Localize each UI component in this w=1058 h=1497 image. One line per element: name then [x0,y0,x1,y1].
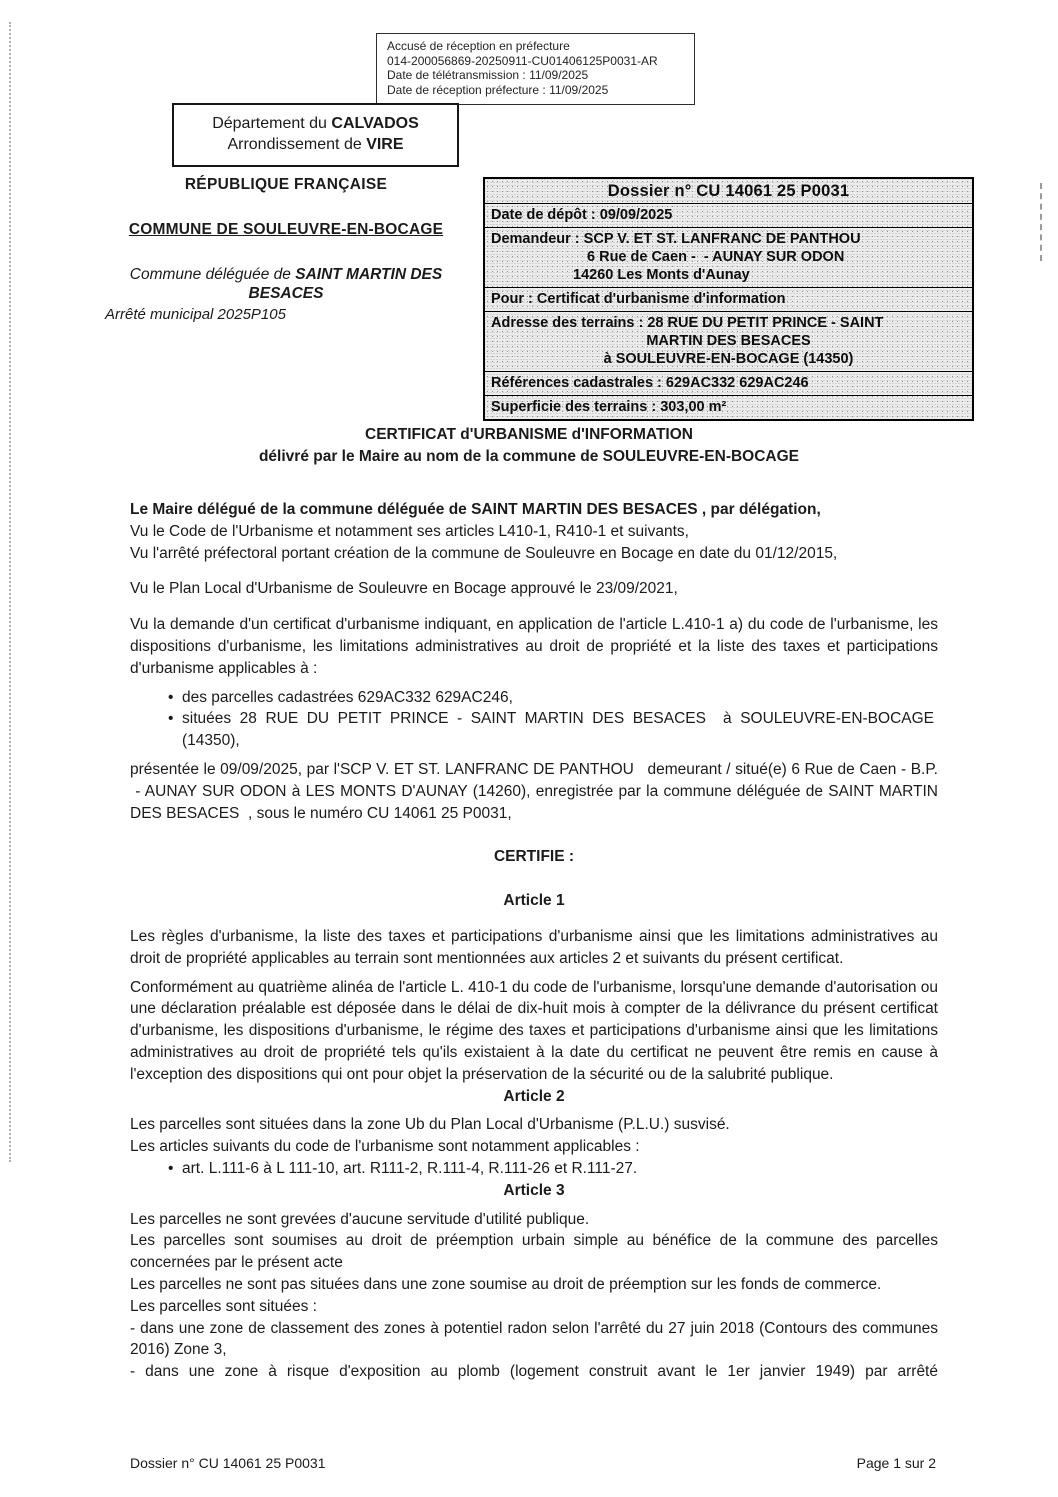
commune-deleguee-name: SAINT MARTIN DES [295,266,443,283]
paragraph-vu-arrete: Vu l'arrêté préfectoral portant création de la commune de Souleuvre en Bocage en date du 01/12/2015, [130,544,838,562]
demandeur-line-1 [491,230,966,248]
republique-title: RÉPUBLIQUE FRANÇAISE [184,176,388,193]
arrete-municipal: Arrêté municipal 2025P105 [105,306,286,323]
scan-artifact-left-margin [9,22,11,1162]
superficie-row [485,395,972,419]
demandeur-name: SCP V. ET ST. LANFRANC DE PANTHOU [583,231,861,247]
list-item-text: situées 28 RUE DU PETIT PRINCE - SAINT MARTIN DES BESACES à SOULEUVRE-EN-BOCAGE (14350), [182,710,934,750]
left-header [100,176,472,323]
paragraph-vu-plu: Vu le Plan Local d'Urbanisme de Souleuvre en Bocage approuvé le 23/09/2021, [130,580,678,598]
adresse-line-1 [491,314,966,332]
heading-article-1: Article 1 [503,892,565,910]
dossier-info-box [483,177,974,421]
bullet-icon: • [168,710,174,728]
paragraph-article3-preemption: Les parcelles sont soumises au droit de préemption urbain simple au bénéfice de la commune des parcelles concernées par le présent acte [130,1232,938,1272]
department-label: Département du [212,115,332,132]
paragraph-article3-situees: Les parcelles sont situées : [130,1297,317,1315]
department-line [178,113,453,134]
paragraph-article1-regles: Les règles d'urbanisme, la liste des taxes et participations d'urbanisme ainsi que les limitations administratives au droit de propriété applicables au terrain sont mentionnées aux articles 2 et suivants du présent certificat. [130,927,938,967]
paragraph-article3-fonds: Les parcelles ne sont pas situées dans une zone soumise au droit de préemption sur les fonds de commerce. [130,1275,882,1293]
heading-article-2: Article 2 [503,1087,565,1105]
paragraph-presentee: présentée le 09/09/2025, par l'SCP V. ET ST. LANFRANC DE PANTHOU demeurant / situé(e) 6 Rue de Caen - B.P. - AUNAY SUR ODON à LES MONTS D'AUNAY (14260), enregistrée par la commune déléguée de SAINT MARTIN DES BESACES , sous le numéro CU 14061 25 P0031, [130,760,938,822]
references-value: 629AC332 629AC246 [665,375,809,391]
bullet-icon: • [168,1159,174,1177]
date-depot-label: Date de dépôt : [491,207,596,223]
paragraph-article2-zone: Les parcelles sont situées dans la zone Ub du Plan Local d'Urbanisme (P.L.U.) susvisé. [130,1116,730,1134]
paragraph-vu-code: Vu le Code de l'Urbanisme et notamment ses articles L410-1, R410-1 et suivants, [130,522,689,540]
document-title-line-2: délivré par le Maire au nom de la commune de SOULEUVRE-EN-BOCAGE [258,448,800,465]
scan-artifact-right-margin [1040,183,1042,261]
commune-title: COMMUNE DE SOULEUVRE-EN-BOCAGE [128,221,444,238]
paragraph-article1-conformement: Conformément au quatrième alinéa de l'article L. 410-1 du code de l'urbanisme, lorsqu'une demande d'autorisation ou une déclaration préalable est déposée dans le délai de dix-huit mois à compter de la délivrance du présent certificat d'urbanisme, les dispositions d'urbanisme, le régime des taxes et participations d'urbanisme ainsi que les limitations administratives au droit de propriété tels qu'ils existaient à la date du certificat ne peuvent être remis en cause à l'exception des dispositions qui ont pour objet la préservation de la sécurité ou de la salubrité publique. [130,978,938,1083]
references-cadastrales-row [485,371,972,395]
paragraph-maire: Le Maire délégué de la commune déléguée de SAINT MARTIN DES BESACES , par délégation, [130,501,821,518]
demandeur-address-1: 6 Rue de Caen - - AUNAY SUR ODON [587,249,845,265]
page-footer [130,1455,936,1471]
paragraph-article2-articles: Les articles suivants du code de l'urbanisme sont notamment applicables : [130,1138,640,1156]
demandeur-row [485,227,972,287]
list-item-situees [130,708,938,752]
paragraph-vu-demande: Vu la demande d'un certificat d'urbanisme indiquant, en application de l'article L.410-1 a) du code de l'urbanisme, les dispositions d'urbanisme, les limitations administratives au droit de propriété et la liste des taxes et participations d'urbanisme applicables à : [130,616,938,677]
arrondissement-line [178,134,453,155]
pour-label: Pour : [491,291,533,307]
pour-value: Certificat d'urbanisme d'information [536,291,786,307]
stamp-line-2: 014-200056869-20250911-CU01406125P0031-AR [387,53,658,68]
pour-row [485,287,972,311]
adresse-value-1: 28 RUE DU PETIT PRINCE - SAINT [647,315,884,331]
department-box [172,103,459,167]
paragraph-article3-servitude: Les parcelles ne sont grevées d'aucune servitude d'utilité publique. [130,1210,590,1228]
commune-deleguee-name-2: BESACES [248,285,324,302]
arrondissement-label: Arrondissement de [227,136,367,153]
adresse-value-3: à SOULEUVRE-EN-BOCAGE (14350) [603,351,854,367]
superficie-value: 303,00 m² [660,399,727,415]
document-title [0,424,1058,468]
list-item-articles-code [130,1158,938,1180]
commune-deleguee-prefix: Commune déléguée de [129,266,296,283]
document-body [130,499,938,1383]
paragraph-article3-radon: - dans une zone de classement des zones à potentiel radon selon l'arrêté du 27 juin 2018 (Contours des communes 2016) Zone 3, [130,1319,938,1359]
commune-deleguee-line [100,265,472,285]
footer-dossier-number: Dossier n° CU 14061 25 P0031 [130,1455,326,1471]
demandeur-address-2: 14260 Les Monts d'Aunay [573,267,750,283]
demandeur-label: Demandeur : [491,231,580,247]
dossier-number: Dossier n° CU 14061 25 P0031 [607,182,850,200]
list-item-parcelles [130,687,938,709]
adresse-value-2: MARTIN DES BESACES [646,333,811,349]
heading-certifie: CERTIFIE : [493,848,575,866]
stamp-line-4: Date de réception préfecture : 11/09/2025 [387,82,609,97]
superficie-label: Superficie des terrains : [491,399,657,415]
prefecture-receipt-stamp [376,33,695,105]
date-depot-row [485,203,972,227]
stamp-line-3: Date de télétransmission : 11/09/2025 [387,68,589,82]
footer-page-number: Page 1 sur 2 [856,1455,936,1471]
bullet-icon: • [168,688,174,706]
department-value: CALVADOS [331,115,419,132]
arrondissement-value: VIRE [366,136,404,153]
list-item-text: des parcelles cadastrées 629AC332 629AC246, [182,688,513,706]
date-depot-value: 09/09/2025 [599,207,673,223]
paragraph-article3-plomb: - dans une zone à risque d'exposition au plomb (logement construit avant le 1er janvier 1949) par arrêté [130,1363,938,1381]
adresse-terrains-row [485,311,972,371]
document-title-line-1: CERTIFICAT d'URBANISME d'INFORMATION [365,426,693,443]
adresse-label: Adresse des terrains : [491,315,644,331]
heading-article-3: Article 3 [503,1181,565,1199]
stamp-line-1: Accusé de réception en préfecture [387,39,570,53]
references-label: Références cadastrales : [491,375,662,391]
list-item-text: art. L.111-6 à L 111-10, art. R111-2, R.111-4, R.111-26 et R.111-27. [182,1159,638,1177]
